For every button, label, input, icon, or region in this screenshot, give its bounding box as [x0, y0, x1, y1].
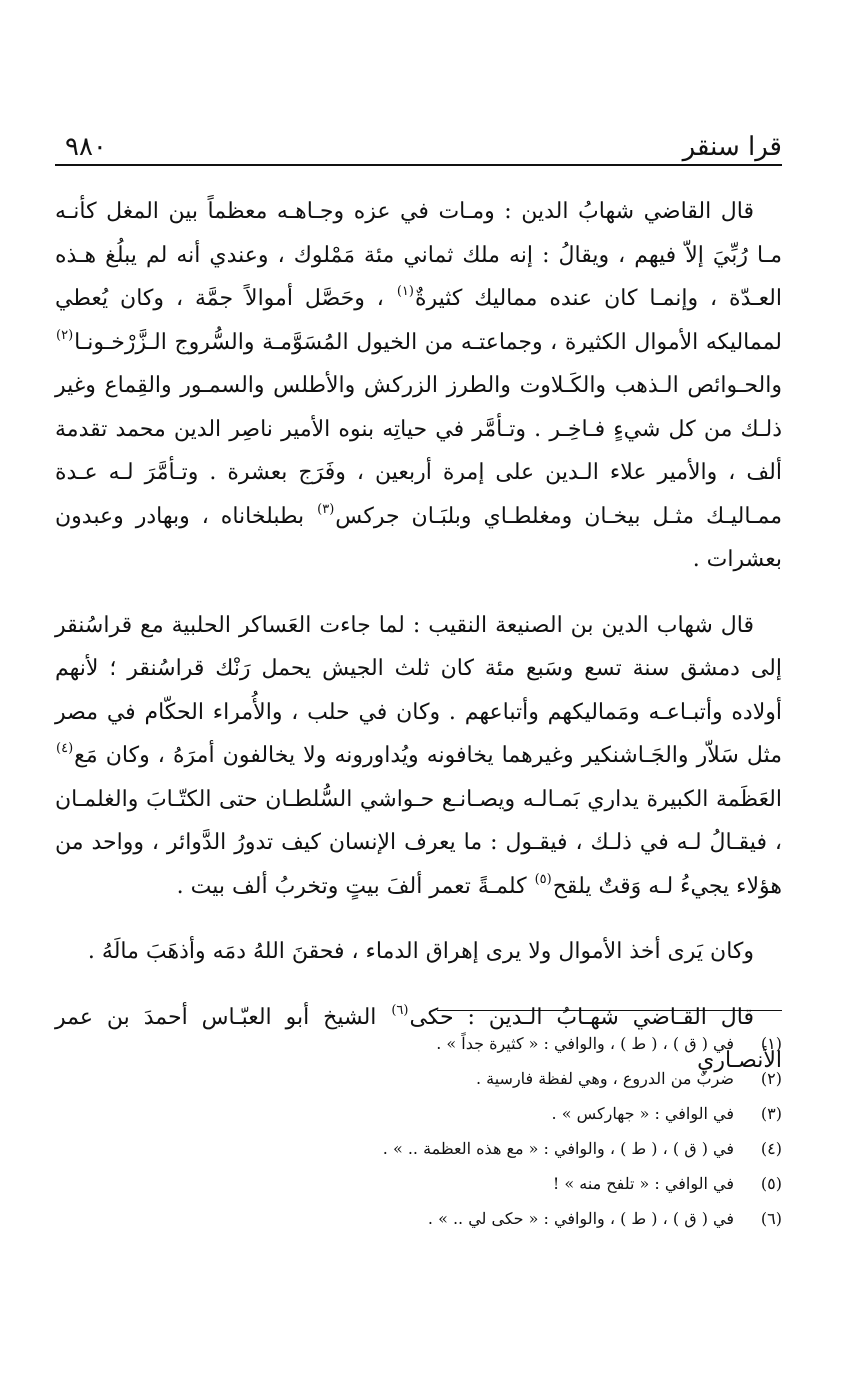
- footnote-separator: [437, 1010, 782, 1011]
- footnote-number: (٤): [760, 1139, 782, 1158]
- footnote-number: (١): [760, 1034, 782, 1053]
- main-text: [55, 190, 782, 1083]
- footnote-marker: (٤): [56, 741, 74, 756]
- footnote: [340, 1026, 782, 1061]
- footnote-marker: (٢): [56, 327, 74, 343]
- footnote-text: في ( ق ) ، ( ط ) ، والوافي : « حكى لي .. » .: [427, 1209, 734, 1228]
- paragraph: [55, 190, 782, 582]
- paragraph-text: ، وحَصَّل أموالاً جمَّة ، وكان يُعطي لمماليكه الأموال الكثيرة ، وجماعتـه من الخيول المُسَوَّمـة والسُّروج الـزَّرْخـونـا: [55, 286, 783, 355]
- page-number: ٩٨٠: [65, 132, 107, 162]
- paragraph-text: قال القـاضي شهـابُ الـدين : حكى: [409, 1004, 755, 1030]
- footnote: [340, 1096, 782, 1131]
- running-header: [55, 120, 782, 166]
- paragraph: [55, 930, 782, 974]
- footnote-text: في الوافي : « جهاركس » .: [551, 1104, 734, 1123]
- footnote-text: في الوافي : « تلفح منه » !: [552, 1174, 734, 1193]
- paragraph-text: والحـوائص الـذهب والكَـلاوت والطرز الزركش والأطلس والسمـور والقِماع وغير ذلـك من كل شيءٍ فـاخِـر . وتـأمَّر في حياتِه بنوه الأمير ناصِر الدين محمد تقدمة ألف ، والأمير علاء الـدين على إمرة أربعين ، وفَرَج بعشرة . وتـأمَّرَ لـه عـدة ممـاليـك مثـل بيخـان ومغلطـاي وبلبَـان جركس: [55, 373, 782, 529]
- footnote: [340, 1061, 782, 1096]
- footnote-marker: (٥): [534, 871, 552, 887]
- paragraph-text: قال القاضي شهابُ الدين : ومـات في عزه وجـاهـه معظماً بين المغل كأنـه مـا رُبِّيَ إلاّ فيهم ، ويقالُ : إنه ملك ثماني مئة مَمْلوك ، وعندي أنه لم يبلُغ هـذه العـدّة ، وإنمـا كان عنده مماليك كثيرةٌ: [55, 199, 782, 311]
- footnote-number: (٦): [760, 1209, 782, 1228]
- footnote-text: ضربٌ من الدروع ، وهي لفظة فارسية .: [475, 1069, 734, 1088]
- paragraph-text: كلمـةً تعمر ألفَ بيتٍ وتخربُ ألف بيت .: [176, 873, 534, 899]
- footnote-number: (٣): [760, 1104, 782, 1123]
- footnote-text: في ( ق ) ، ( ط ) ، والوافي : « مع هذه العظمة .. » .: [382, 1139, 734, 1158]
- chapter-title: قرا سنقر: [682, 132, 782, 162]
- paragraph-text: بطبلخاناه ، وبهادر وعبدون بعشرات .: [55, 503, 782, 572]
- footnote-marker: (٣): [317, 501, 335, 517]
- footnote-text: في ( ق ) ، ( ط ) ، والوافي : « كثيرة جداً » .: [436, 1034, 734, 1053]
- footnote-marker: (١): [396, 284, 414, 299]
- footnote-marker: (٦): [391, 1002, 409, 1018]
- paragraph-text: وكان يَرى أخذ الأموال ولا يرى إهراق الدماء ، فحقنَ اللهُ دمَه وأذهَبَ مالَهُ .: [87, 939, 754, 964]
- paragraph: [55, 604, 782, 909]
- footnote-number: (٢): [760, 1069, 782, 1088]
- paragraph-text: العَظَمة الكبيرة يداري بَمـالـه ويصـانـع حـواشي السُّلطـان حتى الكتّـابَ والغلمـان ، فيقـالُ لـه في ذلـك ، فيقـول : ما يعرف الإنسان كيف تدورُ الدَّوائر ، وواحد من هؤلاء يجيءُ لـه وَقتٌ يلقح: [55, 786, 782, 899]
- footnote: [340, 1131, 782, 1166]
- footnote-number: (٥): [760, 1174, 782, 1193]
- paragraph-text: قال شهاب الدين بن الصنيعة النقيب : لما جاءت العَساكر الحلبية مع قراسُنقر إلى دمشق سنة تسع وسَبع مئة كان ثلث الجيش يحمل رَنْك قراسُنقر ؛ لأنهم أولاده وأتبـاعـه ومَماليكهم وأتباعهم . وكان في حلب ، والأُمراء الحكّام في مصر مثل سَلاّر والجَـاشنكير وغيرهما يخافونه ويُداورونه ولا يخالفون أمرَهُ ، وكان مَع: [55, 612, 783, 768]
- footnotes: [340, 1026, 782, 1236]
- footnote: [340, 1166, 782, 1201]
- footnote: [340, 1201, 782, 1236]
- paragraph-text: الشيخ أبو العبّـاس أحمدَ بن عمر الأنصـاري: [55, 1004, 782, 1073]
